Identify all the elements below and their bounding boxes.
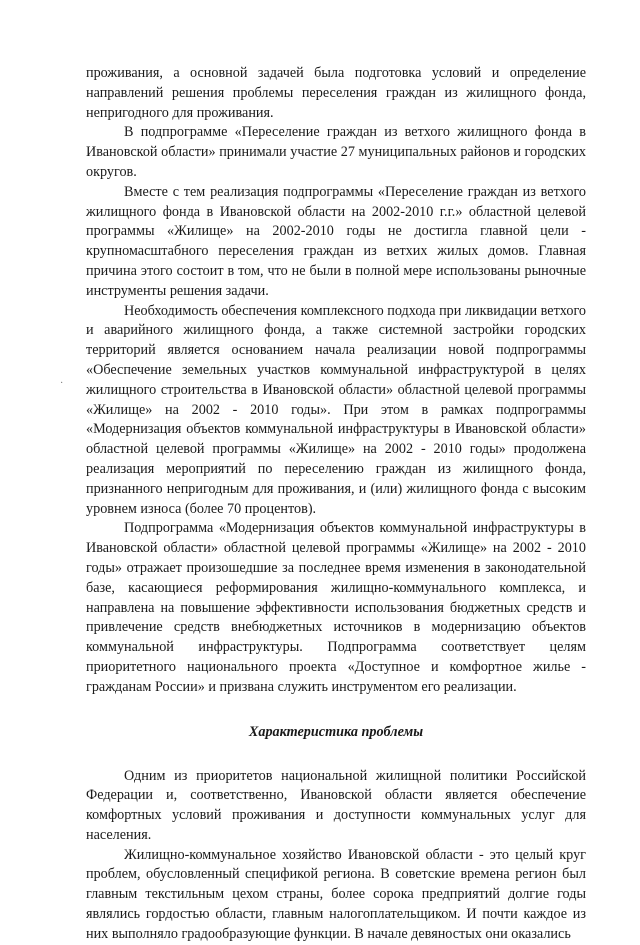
document-page xyxy=(86,64,586,945)
paragraph-7: Жилищно-коммунальное хозяйство Ивановской области - это целый круг проблем, обусловленный спецификой региона. В советские времена регион был главным текстильным цехом страны, более сорока предприятий долгие годы являлись гордостью области, главным налогоплательщиком. И почти каждое из них выполняло градообразующие функции. В начале девяностых они оказались xyxy=(86,846,586,942)
paragraph-3: Вместе с тем реализация подпрограммы «Переселение граждан из ветхого жилищного фонда в Ивановской области на 2002-2010 г.г.» областной целевой программы «Жилище» на 2002-2010 годы не достигла главной цели - крупномасштабного переселения граждан из ветхих жилых домов. Главная причина этого состоит в том, что не были в полной мере использованы рыночные инструменты решения задачи. xyxy=(86,183,586,299)
section-heading: Характеристика проблемы xyxy=(248,723,424,740)
paragraph-6: Одним из приоритетов национальной жилищной политики Российской Федерации и, соответственно, Ивановской области является обеспечение комфортных условий проживания и доступности коммунальных услуг для населения. xyxy=(86,767,586,843)
paragraph-1: проживания, а основной задачей была подготовка условий и определение направлений решения проблемы переселения граждан из жилищного фонда, непригодного для проживания. xyxy=(86,65,586,121)
margin-mark: · xyxy=(60,378,64,389)
paragraph-5: Подпрограмма «Модернизация объектов коммунальной инфраструктуры в Ивановской области» областной целевой программы «Жилище» на 2002 - 2010 годы» отражает произошедшие за последнее время изменения в законодательной базе, касающиеся реформирования жилищно-коммунального комплекса, и направлена на повышение эффективности использования бюджетных средств и привлечение средств внебюджетных источников в модернизацию объектов коммунальной инфраструктуры. Подпрограмма соответствует целям приоритетного национального проекта «Доступное и комфортное жилье - гражданам России» и призвана служить инструментом его реализации. xyxy=(86,520,586,695)
paragraph-2: В подпрограмме «Переселение граждан из ветхого жилищного фонда в Ивановской области» принимали участие 27 муниципальных районов и городских округов. xyxy=(86,124,586,180)
paragraph-4: Необходимость обеспечения комплексного подхода при ликвидации ветхого и аварийного жилищного фонда, а также системной застройки городских территорий является основанием начала реализации новой подпрограммы «Обеспечение земельных участков коммунальной инфраструктурой в целях жилищного строительства в Ивановской области» областной целевой программы «Жилище» на 2002 - 2010 годы». При этом в рамках подпрограммы «Модернизация объектов коммунальной инфраструктуры в Ивановской области» областной целевой программы «Жилище» на 2002 - 2010 годы» продолжена реализация мероприятий по переселению граждан из жилищного фонда, признанного непригодным для проживания, и (или) жилищного фонда с высоким уровнем износа (более 70 процентов). xyxy=(86,302,586,517)
